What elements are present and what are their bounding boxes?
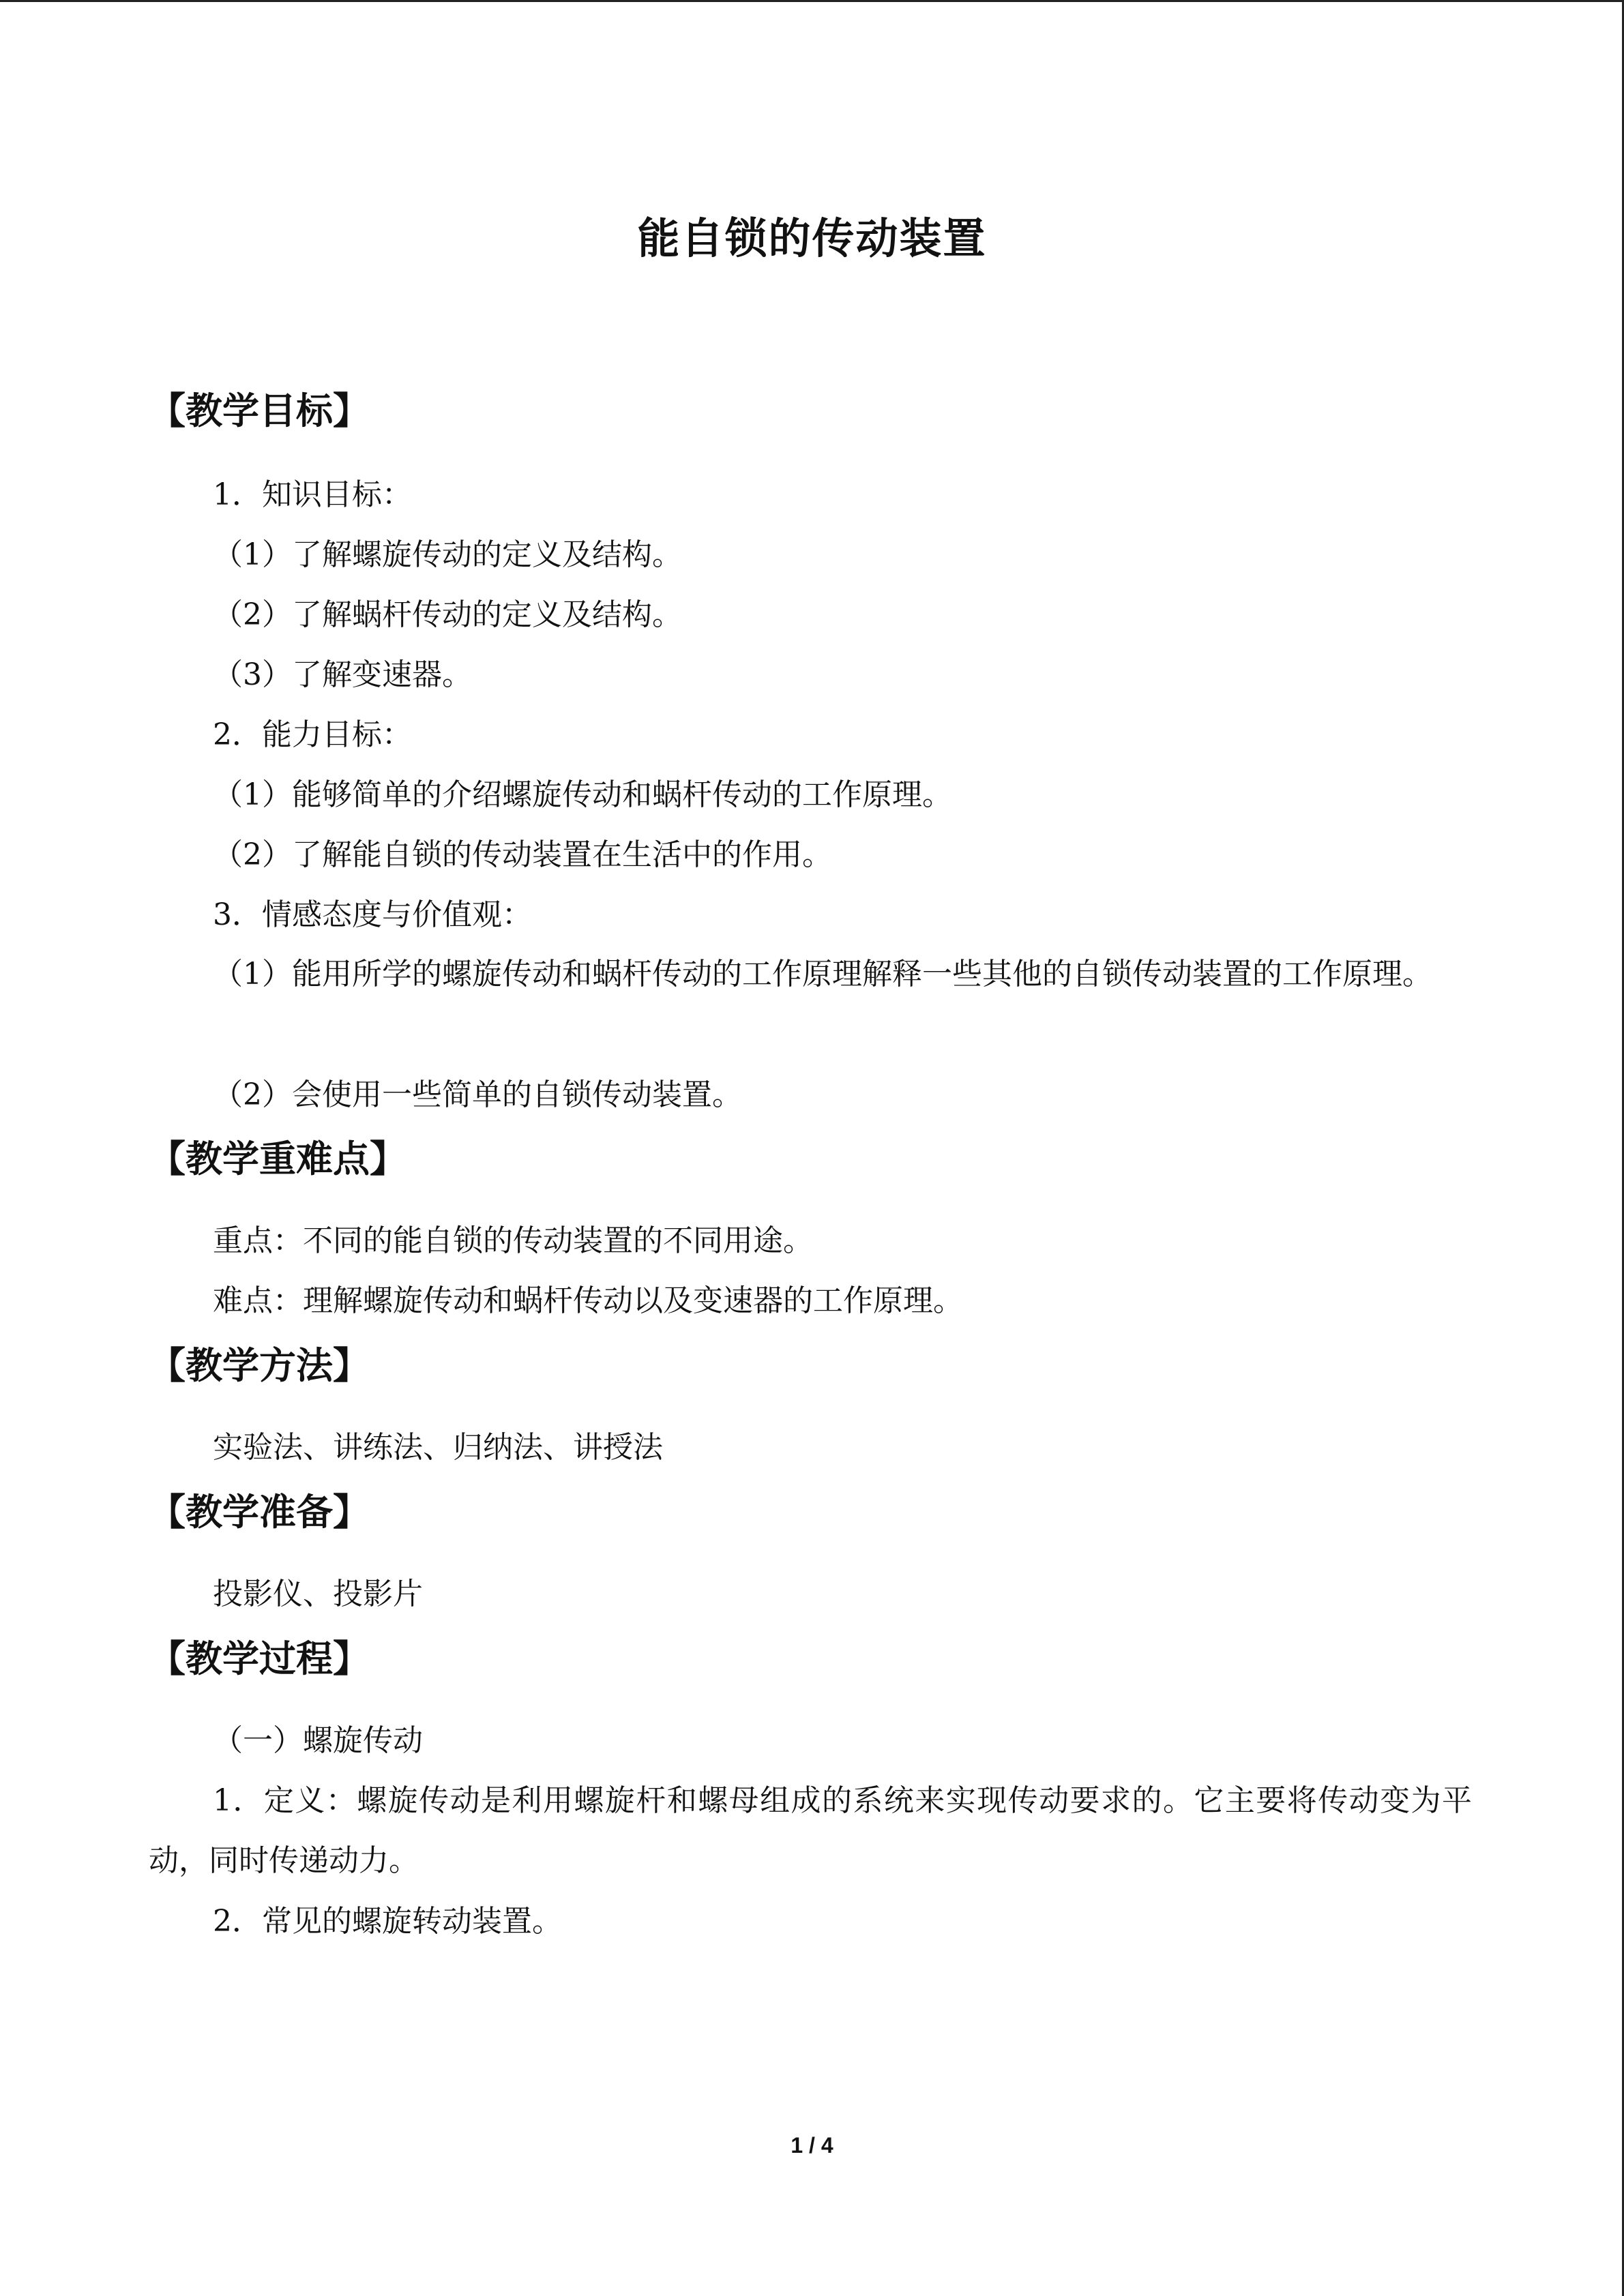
page-number: 1 / 4 (791, 2133, 833, 2158)
emotion-goal-label: 3．情感态度与价值观： (213, 897, 532, 932)
process-subheading-spiral: （一）螺旋传动 (213, 1723, 423, 1758)
difficult-point-text: 难点：理解螺旋传动和蜗杆传动以及变速器的工作原理。 (213, 1283, 963, 1318)
section-heading-methods: 【教学方法】 (149, 1344, 370, 1387)
knowledge-goal-label: 1．知识目标： (213, 477, 412, 512)
section-heading-goals: 【教学目标】 (149, 389, 370, 432)
section-heading-process: 【教学过程】 (149, 1637, 370, 1680)
section-heading-preparation: 【教学准备】 (149, 1491, 370, 1534)
document-title: 能自锁的传动装置 (637, 213, 987, 263)
process-paragraph-common-devices: 2．常见的螺旋转动装置。 (213, 1904, 562, 1939)
ability-goal-item-2: （2）了解能自锁的传动装置在生活中的作用。 (213, 837, 832, 872)
key-point-text: 重点：不同的能自锁的传动装置的不同用途。 (213, 1223, 813, 1258)
methods-text: 实验法、讲练法、归纳法、讲授法 (213, 1430, 663, 1465)
ability-goal-item-1: （1）能够简单的介绍螺旋传动和蜗杆传动的工作原理。 (213, 777, 952, 812)
knowledge-goal-item-3: （3）了解变速器。 (213, 657, 472, 692)
emotion-goal-item-2: （2）会使用一些简单的自锁传动装置。 (213, 1077, 742, 1112)
process-paragraph-definition: 1．定义：螺旋传动是利用螺旋杆和螺母组成的系统来实现传动要求的。它主要将传动变为平动，同时传递动力。 (149, 1783, 1472, 1878)
preparation-text: 投影仪、投影片 (213, 1577, 423, 1611)
emotion-goal-item-1: （1）能用所学的螺旋传动和蜗杆传动的工作原理解释一些其他的自锁传动装置的工作原理。 (213, 957, 1432, 992)
section-heading-key-points: 【教学重难点】 (149, 1137, 407, 1180)
ability-goal-label: 2．能力目标： (213, 717, 412, 752)
page-border-top (0, 0, 1624, 2)
knowledge-goal-item-1: （1）了解螺旋传动的定义及结构。 (213, 537, 682, 572)
knowledge-goal-item-2: （2）了解蜗杆传动的定义及结构。 (213, 597, 682, 632)
